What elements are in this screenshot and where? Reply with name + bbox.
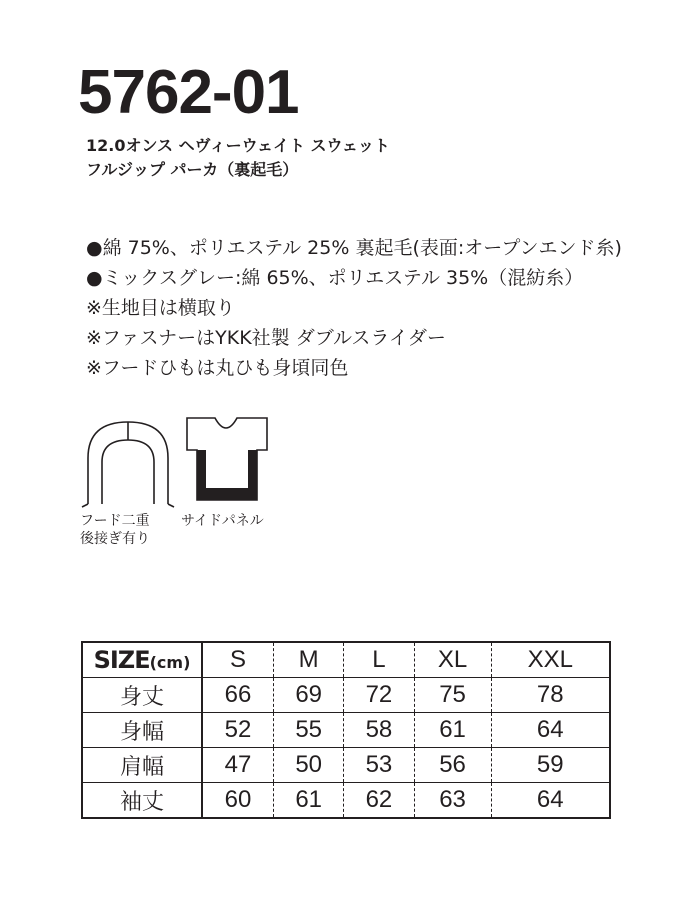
row-label-shoulder-width: 肩幅 [82, 748, 202, 783]
table-row [82, 783, 610, 819]
row-label-body-width: 身幅 [82, 713, 202, 748]
table-cell: 66 [202, 678, 274, 713]
spec-list [86, 233, 622, 383]
table-cell: 69 [274, 678, 344, 713]
table-cell: 75 [414, 678, 491, 713]
size-header-label: SIZE(cm) [82, 642, 202, 678]
size-table [81, 641, 611, 819]
table-cell: 58 [344, 713, 414, 748]
product-number: 5762-01 [78, 58, 299, 127]
side-panel-icon [181, 416, 271, 508]
hood-label-1: フード二重 [80, 513, 150, 529]
table-cell: 50 [274, 748, 344, 783]
hood-label-2: 後接ぎ有り [80, 531, 150, 547]
hood-feature [80, 416, 176, 548]
size-xl: XL [414, 642, 491, 678]
spec-item: ●綿 75%、ポリエステル 25% 裏起毛(表面:オープンエンド糸) [86, 237, 622, 259]
side-panel-label: サイドパネル [181, 513, 264, 529]
table-cell: 53 [344, 748, 414, 783]
product-subtitle [86, 134, 390, 182]
spec-item: ※生地目は横取り [86, 297, 235, 319]
hood-icon [80, 416, 176, 508]
table-cell: 61 [274, 783, 344, 819]
spec-item: ※フードひもは丸ひも身頃同色 [86, 357, 349, 379]
size-s: S [202, 642, 274, 678]
subtitle-line-1: 12.0オンス ヘヴィーウェイト スウェット [86, 136, 390, 155]
table-cell: 64 [491, 713, 610, 748]
table-cell: 60 [202, 783, 274, 819]
table-cell: 52 [202, 713, 274, 748]
side-panel-feature [181, 416, 271, 530]
row-label-sleeve-length: 袖丈 [82, 783, 202, 819]
size-m: M [274, 642, 344, 678]
table-row [82, 713, 610, 748]
table-cell: 56 [414, 748, 491, 783]
table-cell: 55 [274, 713, 344, 748]
spec-item: ●ミックスグレー:綿 65%、ポリエステル 35%（混紡糸） [86, 267, 584, 289]
subtitle-line-2: フルジップ パーカ（裏起毛） [86, 160, 299, 179]
table-cell: 63 [414, 783, 491, 819]
table-cell: 72 [344, 678, 414, 713]
size-xxl: XXL [491, 642, 610, 678]
table-cell: 62 [344, 783, 414, 819]
table-cell: 59 [491, 748, 610, 783]
row-label-body-length: 身丈 [82, 678, 202, 713]
table-cell: 61 [414, 713, 491, 748]
size-header-row [82, 642, 610, 678]
spec-item: ※ファスナーはYKK社製 ダブルスライダー [86, 327, 446, 349]
table-row [82, 678, 610, 713]
table-cell: 64 [491, 783, 610, 819]
table-row [82, 748, 610, 783]
table-cell: 47 [202, 748, 274, 783]
table-cell: 78 [491, 678, 610, 713]
size-l: L [344, 642, 414, 678]
